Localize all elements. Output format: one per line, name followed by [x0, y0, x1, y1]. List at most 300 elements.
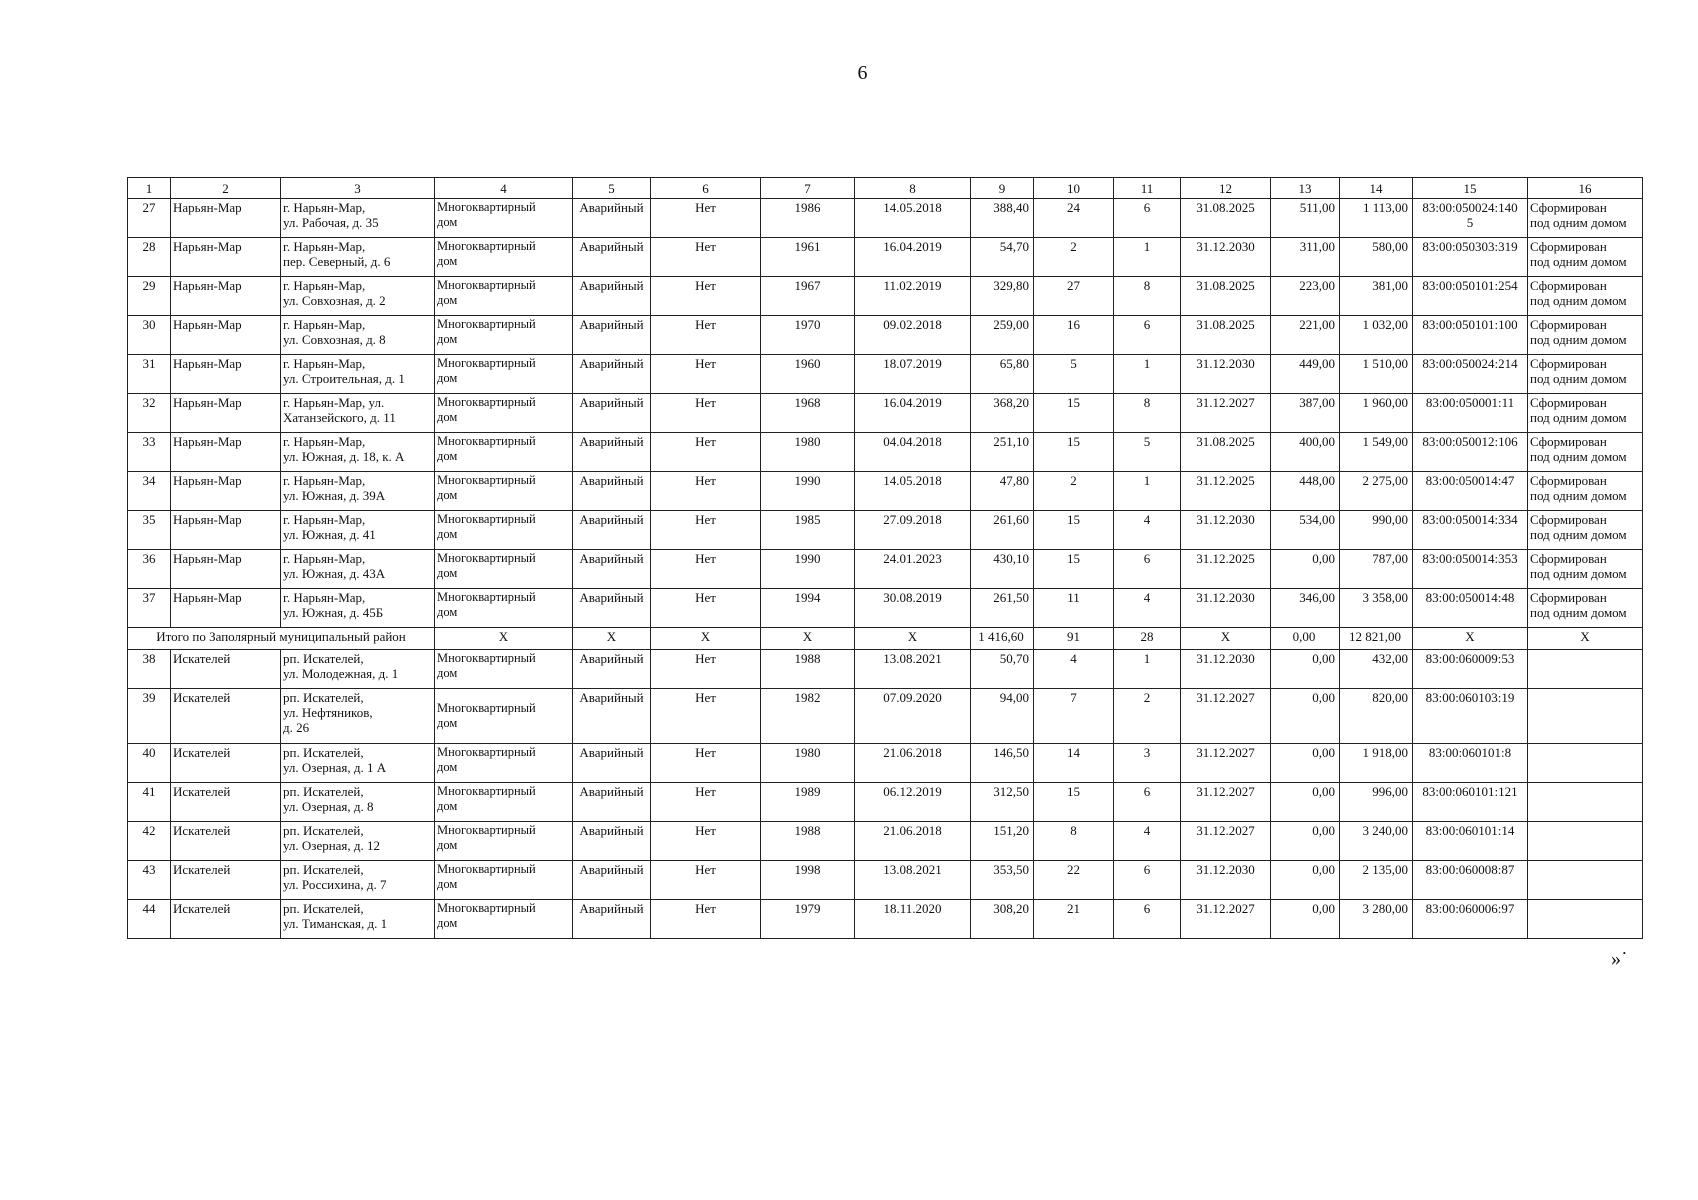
address-cell-line: ул. Молодежная, д. 1 — [283, 666, 399, 681]
address-cell — [281, 589, 435, 628]
units-cell: 1 — [1114, 355, 1181, 394]
units-cell: 4 — [1114, 589, 1181, 628]
column-number: 2 — [171, 178, 281, 199]
building-type-cell-line: Многоквартирный — [437, 862, 536, 876]
status-cell — [1528, 689, 1643, 744]
col14-cell: 2 275,00 — [1340, 472, 1413, 511]
date-cell: 09.02.2018 — [855, 316, 971, 355]
building-type-cell — [435, 650, 573, 689]
total-placeholder: X — [651, 628, 761, 650]
status-cell — [1528, 822, 1643, 861]
year-cell: 1990 — [761, 472, 855, 511]
flag-cell: Нет — [651, 861, 761, 900]
cadastral-number-cell-line: 83:00:060101:8 — [1428, 745, 1512, 760]
row-number: 42 — [128, 822, 171, 861]
deadline-cell: 31.12.2025 — [1181, 472, 1271, 511]
locality-cell: Нарьян-Мар — [171, 316, 281, 355]
residents-cell: 11 — [1034, 589, 1114, 628]
date-cell: 13.08.2021 — [855, 861, 971, 900]
locality-cell: Нарьян-Мар — [171, 355, 281, 394]
address-cell-line: д. 26 — [283, 720, 310, 735]
row-number: 29 — [128, 277, 171, 316]
address-cell-line: Хатанзейского, д. 11 — [283, 410, 396, 425]
date-cell: 18.07.2019 — [855, 355, 971, 394]
cadastral-number-cell — [1413, 277, 1528, 316]
building-type-cell — [435, 472, 573, 511]
address-cell-line: ул. Южная, д. 45Б — [283, 605, 384, 620]
building-type-cell — [435, 550, 573, 589]
col13-cell: 449,00 — [1271, 355, 1340, 394]
col13-cell: 0,00 — [1271, 744, 1340, 783]
col14-cell: 580,00 — [1340, 238, 1413, 277]
flag-cell: Нет — [651, 277, 761, 316]
condition-cell: Аварийный — [573, 783, 651, 822]
col13-cell: 448,00 — [1271, 472, 1340, 511]
building-type-cell — [435, 589, 573, 628]
status-cell-line: Сформирован — [1530, 395, 1607, 410]
status-cell — [1528, 550, 1643, 589]
address-cell-line: рп. Искателей, — [283, 823, 364, 838]
total-label: Итого по Заполярный муниципальный район — [128, 628, 435, 650]
cadastral-number-cell — [1413, 689, 1528, 744]
year-cell: 1980 — [761, 744, 855, 783]
col13-cell: 311,00 — [1271, 238, 1340, 277]
cadastral-number-cell — [1413, 822, 1528, 861]
year-cell: 1979 — [761, 900, 855, 939]
table-body — [128, 178, 1643, 939]
flag-cell: Нет — [651, 433, 761, 472]
row-number: 43 — [128, 861, 171, 900]
units-cell: 8 — [1114, 394, 1181, 433]
row-number: 38 — [128, 650, 171, 689]
address-cell-line: рп. Искателей, — [283, 745, 364, 760]
status-cell — [1528, 783, 1643, 822]
cadastral-number-cell-line: 83:00:050014:334 — [1422, 512, 1518, 527]
condition-cell: Аварийный — [573, 822, 651, 861]
page-number: 6 — [857, 62, 868, 84]
residents-cell: 22 — [1034, 861, 1114, 900]
status-cell — [1528, 589, 1643, 628]
address-cell-line: рп. Искателей, — [283, 690, 364, 705]
deadline-cell: 31.12.2030 — [1181, 511, 1271, 550]
status-cell-line: Сформирован — [1530, 317, 1607, 332]
table-row — [128, 650, 1643, 689]
units-cell: 4 — [1114, 511, 1181, 550]
building-type-cell-line: Многоквартирный — [437, 551, 536, 565]
total-residents: 91 — [1034, 628, 1114, 650]
flag-cell: Нет — [651, 589, 761, 628]
table-row — [128, 355, 1643, 394]
total-placeholder: X — [855, 628, 971, 650]
units-cell: 2 — [1114, 689, 1181, 744]
locality-cell: Нарьян-Мар — [171, 589, 281, 628]
address-cell — [281, 433, 435, 472]
building-type-cell-line: Многоквартирный — [437, 823, 536, 837]
residents-cell: 15 — [1034, 394, 1114, 433]
residents-cell: 15 — [1034, 550, 1114, 589]
locality-cell: Искателей — [171, 861, 281, 900]
table-row — [128, 316, 1643, 355]
cadastral-number-cell-line: 83:00:050101:254 — [1422, 278, 1518, 293]
building-type-cell — [435, 783, 573, 822]
table-row — [128, 238, 1643, 277]
date-cell: 13.08.2021 — [855, 650, 971, 689]
cadastral-number-cell — [1413, 238, 1528, 277]
year-cell: 1994 — [761, 589, 855, 628]
year-cell: 1986 — [761, 199, 855, 238]
building-type-cell — [435, 433, 573, 472]
table-row — [128, 433, 1643, 472]
address-cell-line: пер. Северный, д. 6 — [283, 254, 391, 269]
building-type-cell-line: Многоквартирный — [437, 434, 536, 448]
flag-cell: Нет — [651, 199, 761, 238]
building-type-cell-line: дом — [437, 332, 458, 346]
cadastral-number-cell-line: 83:00:050012:106 — [1422, 434, 1518, 449]
area-cell: 251,10 — [971, 433, 1034, 472]
building-type-cell — [435, 744, 573, 783]
building-type-cell-line: Многоквартирный — [437, 239, 536, 253]
column-number: 8 — [855, 178, 971, 199]
building-type-cell-line: дом — [437, 760, 458, 774]
cadastral-number-cell-line: 83:00:050014:48 — [1425, 590, 1515, 605]
status-cell-line: под одним домом — [1530, 488, 1627, 503]
cadastral-number-cell-line: 83:00:060101:121 — [1422, 784, 1518, 799]
status-cell — [1528, 511, 1643, 550]
col14-cell: 432,00 — [1340, 650, 1413, 689]
total-placeholder: X — [1528, 628, 1643, 650]
date-cell: 11.02.2019 — [855, 277, 971, 316]
col13-cell: 346,00 — [1271, 589, 1340, 628]
address-cell-line: ул. Рабочая, д. 35 — [283, 215, 379, 230]
locality-cell: Нарьян-Мар — [171, 433, 281, 472]
date-cell: 16.04.2019 — [855, 238, 971, 277]
building-type-cell-line: Многоквартирный — [437, 651, 536, 665]
col13-cell: 221,00 — [1271, 316, 1340, 355]
area-cell: 430,10 — [971, 550, 1034, 589]
locality-cell: Нарьян-Мар — [171, 199, 281, 238]
residents-cell: 14 — [1034, 744, 1114, 783]
row-number: 28 — [128, 238, 171, 277]
building-type-cell-line: дом — [437, 799, 458, 813]
address-cell — [281, 689, 435, 744]
deadline-cell: 31.08.2025 — [1181, 277, 1271, 316]
address-cell — [281, 355, 435, 394]
flag-cell: Нет — [651, 472, 761, 511]
building-type-cell-line: дом — [437, 916, 458, 930]
building-type-cell-line: Многоквартирный — [437, 784, 536, 798]
building-type-cell — [435, 199, 573, 238]
address-cell-line: ул. Озерная, д. 1 А — [283, 760, 387, 775]
units-cell: 3 — [1114, 744, 1181, 783]
address-cell-line: рп. Искателей, — [283, 651, 364, 666]
building-type-cell-line: дом — [437, 254, 458, 268]
column-number: 1 — [128, 178, 171, 199]
address-cell — [281, 277, 435, 316]
date-cell: 04.04.2018 — [855, 433, 971, 472]
address-cell-line: ул. Южная, д. 43А — [283, 566, 386, 581]
cadastral-number-cell — [1413, 783, 1528, 822]
flag-cell: Нет — [651, 650, 761, 689]
address-cell — [281, 900, 435, 939]
address-cell-line: г. Нарьян-Мар, — [283, 512, 366, 527]
building-type-cell-line: дом — [437, 215, 458, 229]
column-number: 7 — [761, 178, 855, 199]
flag-cell: Нет — [651, 394, 761, 433]
building-type-cell-line: Многоквартирный — [437, 590, 536, 604]
locality-cell: Нарьян-Мар — [171, 550, 281, 589]
row-number: 30 — [128, 316, 171, 355]
total-placeholder: X — [1413, 628, 1528, 650]
column-number-row — [128, 178, 1643, 199]
cadastral-number-cell-line: 83:00:050001:11 — [1425, 395, 1515, 410]
flag-cell: Нет — [651, 511, 761, 550]
address-cell-line: рп. Искателей, — [283, 784, 364, 799]
building-type-cell-line: Многоквартирный — [437, 395, 536, 409]
cadastral-number-cell — [1413, 744, 1528, 783]
col13-cell: 223,00 — [1271, 277, 1340, 316]
address-cell-line: г. Нарьян-Мар, — [283, 473, 366, 488]
building-type-cell-line: дом — [437, 449, 458, 463]
year-cell: 1985 — [761, 511, 855, 550]
residents-cell: 7 — [1034, 689, 1114, 744]
row-number: 44 — [128, 900, 171, 939]
flag-cell: Нет — [651, 783, 761, 822]
residents-cell: 4 — [1034, 650, 1114, 689]
address-cell — [281, 783, 435, 822]
status-cell — [1528, 861, 1643, 900]
address-cell — [281, 861, 435, 900]
condition-cell: Аварийный — [573, 394, 651, 433]
flag-cell: Нет — [651, 238, 761, 277]
building-type-cell-line: дом — [437, 293, 458, 307]
residents-cell: 8 — [1034, 822, 1114, 861]
condition-cell: Аварийный — [573, 355, 651, 394]
building-type-cell-line: дом — [437, 605, 458, 619]
status-cell-line: под одним домом — [1530, 527, 1627, 542]
deadline-cell: 31.12.2027 — [1181, 744, 1271, 783]
col14-cell: 1 113,00 — [1340, 199, 1413, 238]
cadastral-number-cell-line: 83:00:060103:19 — [1425, 690, 1515, 705]
units-cell: 5 — [1114, 433, 1181, 472]
status-cell-line: Сформирован — [1530, 434, 1607, 449]
units-cell: 1 — [1114, 650, 1181, 689]
flag-cell: Нет — [651, 744, 761, 783]
building-type-cell-line: дом — [437, 566, 458, 580]
deadline-cell: 31.12.2027 — [1181, 394, 1271, 433]
col14-cell: 820,00 — [1340, 689, 1413, 744]
address-cell — [281, 744, 435, 783]
col13-cell: 0,00 — [1271, 822, 1340, 861]
row-number: 35 — [128, 511, 171, 550]
status-cell-line: Сформирован — [1530, 473, 1607, 488]
cadastral-number-cell — [1413, 394, 1528, 433]
table-row — [128, 822, 1643, 861]
total-row — [128, 628, 1643, 650]
address-cell-line: г. Нарьян-Мар, — [283, 317, 366, 332]
address-cell-line: ул. Строительная, д. 1 — [283, 371, 405, 386]
status-cell-line: Сформирован — [1530, 278, 1607, 293]
condition-cell: Аварийный — [573, 199, 651, 238]
units-cell: 8 — [1114, 277, 1181, 316]
year-cell: 1970 — [761, 316, 855, 355]
residents-cell: 15 — [1034, 433, 1114, 472]
row-number: 36 — [128, 550, 171, 589]
cadastral-number-cell-line: 83:00:060008:87 — [1425, 862, 1515, 877]
units-cell: 6 — [1114, 861, 1181, 900]
year-cell: 1998 — [761, 861, 855, 900]
building-type-cell-line: дом — [437, 410, 458, 424]
closing-mark: »˙ — [1611, 948, 1628, 970]
date-cell: 21.06.2018 — [855, 744, 971, 783]
deadline-cell: 31.08.2025 — [1181, 433, 1271, 472]
row-number: 27 — [128, 199, 171, 238]
deadline-cell: 31.12.2030 — [1181, 355, 1271, 394]
col14-cell: 787,00 — [1340, 550, 1413, 589]
table-row — [128, 199, 1643, 238]
address-cell-line: г. Нарьян-Мар, — [283, 590, 366, 605]
cadastral-number-cell — [1413, 589, 1528, 628]
area-cell: 308,20 — [971, 900, 1034, 939]
cadastral-number-cell — [1413, 650, 1528, 689]
row-number: 31 — [128, 355, 171, 394]
area-cell: 312,50 — [971, 783, 1034, 822]
building-type-cell-line: Многоквартирный — [437, 512, 536, 526]
status-cell — [1528, 238, 1643, 277]
condition-cell: Аварийный — [573, 277, 651, 316]
row-number: 32 — [128, 394, 171, 433]
building-type-cell — [435, 277, 573, 316]
date-cell: 16.04.2019 — [855, 394, 971, 433]
housing-table — [127, 177, 1643, 939]
residents-cell: 2 — [1034, 472, 1114, 511]
status-cell — [1528, 394, 1643, 433]
status-cell-line: под одним домом — [1530, 410, 1627, 425]
col13-cell: 0,00 — [1271, 650, 1340, 689]
row-number: 39 — [128, 689, 171, 744]
locality-cell: Искателей — [171, 744, 281, 783]
cadastral-number-cell-line: 83:00:050303:319 — [1422, 239, 1518, 254]
col14-cell: 990,00 — [1340, 511, 1413, 550]
table-row — [128, 861, 1643, 900]
flag-cell: Нет — [651, 316, 761, 355]
date-cell: 18.11.2020 — [855, 900, 971, 939]
year-cell: 1980 — [761, 433, 855, 472]
year-cell: 1961 — [761, 238, 855, 277]
condition-cell: Аварийный — [573, 589, 651, 628]
building-type-cell-line: Многоквартирный — [437, 701, 536, 715]
address-cell — [281, 650, 435, 689]
condition-cell: Аварийный — [573, 238, 651, 277]
status-cell-line: под одним домом — [1530, 254, 1627, 269]
status-cell-line: Сформирован — [1530, 200, 1607, 215]
status-cell-line: Сформирован — [1530, 239, 1607, 254]
building-type-cell-line: Многоквартирный — [437, 356, 536, 370]
building-type-cell — [435, 689, 573, 744]
condition-cell: Аварийный — [573, 550, 651, 589]
table-row — [128, 511, 1643, 550]
status-cell-line: Сформирован — [1530, 356, 1607, 371]
deadline-cell: 31.12.2027 — [1181, 689, 1271, 744]
total-col13: 0,00 — [1271, 628, 1340, 650]
total-col14: 12 821,00 — [1340, 628, 1413, 650]
deadline-cell: 31.12.2030 — [1181, 650, 1271, 689]
address-cell — [281, 822, 435, 861]
status-cell — [1528, 277, 1643, 316]
cadastral-number-cell-line: 83:00:050014:353 — [1422, 551, 1518, 566]
condition-cell: Аварийный — [573, 316, 651, 355]
col13-cell: 387,00 — [1271, 394, 1340, 433]
deadline-cell: 31.12.2030 — [1181, 589, 1271, 628]
address-cell — [281, 472, 435, 511]
col14-cell: 1 510,00 — [1340, 355, 1413, 394]
status-cell-line: под одним домом — [1530, 293, 1627, 308]
cadastral-number-cell — [1413, 355, 1528, 394]
address-cell-line: ул. Озерная, д. 12 — [283, 838, 381, 853]
deadline-cell: 31.12.2027 — [1181, 822, 1271, 861]
row-number: 41 — [128, 783, 171, 822]
cadastral-number-cell-line: 83:00:050024:214 — [1422, 356, 1518, 371]
column-number: 10 — [1034, 178, 1114, 199]
col14-cell: 1 918,00 — [1340, 744, 1413, 783]
year-cell: 1988 — [761, 650, 855, 689]
status-cell-line: под одним домом — [1530, 566, 1627, 581]
row-number: 34 — [128, 472, 171, 511]
address-cell-line: г. Нарьян-Мар, — [283, 551, 366, 566]
column-number: 11 — [1114, 178, 1181, 199]
area-cell: 146,50 — [971, 744, 1034, 783]
address-cell-line: г. Нарьян-Мар, — [283, 278, 366, 293]
status-cell — [1528, 744, 1643, 783]
deadline-cell: 31.08.2025 — [1181, 316, 1271, 355]
status-cell — [1528, 900, 1643, 939]
column-number: 9 — [971, 178, 1034, 199]
address-cell-line: ул. Южная, д. 39А — [283, 488, 386, 503]
col13-cell: 534,00 — [1271, 511, 1340, 550]
year-cell: 1967 — [761, 277, 855, 316]
building-type-cell-line: дом — [437, 716, 458, 730]
date-cell: 14.05.2018 — [855, 199, 971, 238]
date-cell: 30.08.2019 — [855, 589, 971, 628]
table-row — [128, 550, 1643, 589]
area-cell: 259,00 — [971, 316, 1034, 355]
locality-cell: Нарьян-Мар — [171, 238, 281, 277]
condition-cell: Аварийный — [573, 900, 651, 939]
area-cell: 65,80 — [971, 355, 1034, 394]
building-type-cell — [435, 316, 573, 355]
col13-cell: 0,00 — [1271, 689, 1340, 744]
locality-cell: Искателей — [171, 900, 281, 939]
area-cell: 151,20 — [971, 822, 1034, 861]
residents-cell: 27 — [1034, 277, 1114, 316]
address-cell-line: ул. Тиманская, д. 1 — [283, 916, 388, 931]
status-cell — [1528, 433, 1643, 472]
col14-cell: 3 280,00 — [1340, 900, 1413, 939]
total-placeholder: X — [435, 628, 573, 650]
cadastral-number-cell — [1413, 472, 1528, 511]
building-type-cell — [435, 861, 573, 900]
col14-cell: 381,00 — [1340, 277, 1413, 316]
year-cell: 1988 — [761, 822, 855, 861]
address-cell — [281, 394, 435, 433]
col13-cell: 0,00 — [1271, 900, 1340, 939]
condition-cell: Аварийный — [573, 650, 651, 689]
cadastral-number-cell — [1413, 861, 1528, 900]
units-cell: 4 — [1114, 822, 1181, 861]
address-cell-line: ул. Совхозная, д. 8 — [283, 332, 386, 347]
units-cell: 1 — [1114, 238, 1181, 277]
col14-cell: 3 358,00 — [1340, 589, 1413, 628]
address-cell-line: ул. Россихина, д. 7 — [283, 877, 387, 892]
